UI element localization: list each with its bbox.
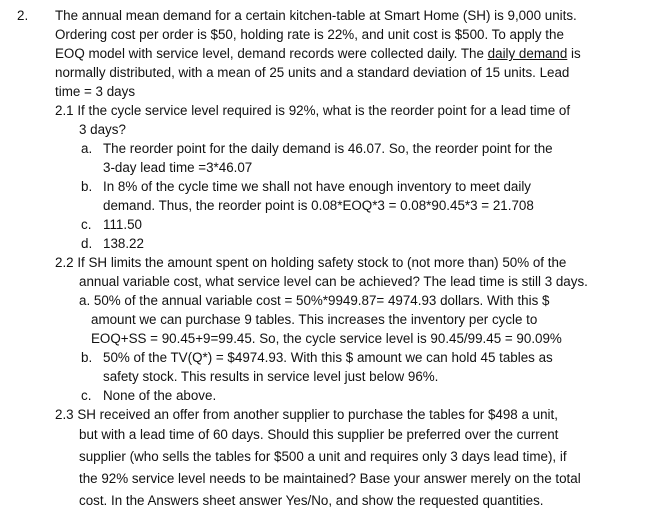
problem-text: time = 3 days (55, 84, 136, 99)
option-marker: b. (81, 350, 93, 365)
question-2-3-line-3 (0, 446, 663, 468)
option-text: demand. Thus, the reorder point is 0.08*EOQ*3 = 0.08*90.45*3 = 21.708 (103, 198, 534, 213)
option-2-1-d (0, 234, 663, 253)
problem-intro-line-4 (0, 63, 663, 82)
option-marker: b. (81, 179, 93, 194)
problem-intro-line-3 (0, 44, 663, 63)
problem-number: 2. (17, 8, 29, 23)
option-2-2-c (0, 386, 663, 405)
option-text: EOQ+SS = 90.45+9=99.45. So, the cycle service level is 90.45/99.45 = 90.09% (91, 331, 562, 346)
question-text: but with a lead time of 60 days. Should this supplier be preferred over the current (79, 427, 559, 442)
document (0, 6, 663, 512)
problem-text-part: EOQ model with service level, demand records were collected daily. The (55, 46, 488, 61)
option-text: 3-day lead time =3*46.07 (103, 160, 253, 175)
option-text: None of the above. (103, 388, 217, 403)
option-marker: c. (81, 217, 92, 232)
underlined-daily-demand: daily demand (487, 46, 568, 61)
option-text: 50% of the TV(Q*) = $4974.93. With this $ amount we can hold 45 tables as (103, 350, 553, 365)
option-2-2-b-line-1 (0, 348, 663, 367)
option-text: 111.50 (103, 217, 142, 232)
option-2-2-a-line-2 (0, 310, 663, 329)
problem-text: normally distributed, with a mean of 25 units and a standard deviation of 15 units. Lead (55, 65, 570, 80)
problem-text-part: is (567, 46, 581, 61)
problem-intro-line-5 (0, 82, 663, 101)
problem-text: Ordering cost per order is $50, holding rate is 22%, and unit cost is $500. To apply the (55, 27, 564, 42)
question-text: 3 days? (79, 122, 126, 137)
option-2-2-b-line-2 (0, 367, 663, 386)
question-text: 2.2 If SH limits the amount spent on holding safety stock to (not more than) 50% of the (55, 255, 567, 270)
option-2-1-b-line-1 (0, 177, 663, 196)
option-marker: a. (81, 141, 93, 156)
question-text: supplier (who sells the tables for $500 a unit and requires only 3 days lead time), if (79, 449, 567, 464)
question-2-2-line-1 (0, 253, 663, 272)
question-2-3-line-1 (0, 405, 663, 424)
option-2-2-a-line-1 (0, 291, 663, 310)
question-2-1-line-2 (0, 120, 663, 139)
problem-intro-line-1 (0, 6, 663, 25)
option-text: 138.22 (103, 236, 144, 251)
option-text: a. 50% of the annual variable cost = 50%*9949.87= 4974.93 dollars. With this $ (79, 293, 550, 308)
question-text: cost. In the Answers sheet answer Yes/No, and show the requested quantities. (79, 493, 544, 508)
option-text: In 8% of the cycle time we shall not have enough inventory to meet daily (103, 179, 531, 194)
problem-text: The annual mean demand for a certain kitchen-table at Smart Home (SH) is 9,000 units. (55, 8, 577, 23)
question-2-3-line-4 (0, 468, 663, 490)
question-text: the 92% service level needs to be maintained? Base your answer merely on the total (79, 471, 581, 486)
option-2-2-a-line-3 (0, 329, 663, 348)
option-2-1-c (0, 215, 663, 234)
option-text: amount we can purchase 9 tables. This increases the inventory per cycle to (91, 312, 538, 327)
option-2-1-b-line-2 (0, 196, 663, 215)
question-text: annual variable cost, what service level can be achieved? The lead time is still 3 days. (79, 274, 588, 289)
option-2-1-a-line-2 (0, 158, 663, 177)
problem-text (55, 44, 581, 63)
question-2-3-line-5 (0, 490, 663, 512)
question-text: 2.1 If the cycle service level required is 92%, what is the reorder point for a lead time of (55, 103, 571, 118)
option-marker: c. (81, 388, 92, 403)
option-marker: d. (81, 236, 93, 251)
question-2-3-line-2 (0, 424, 663, 446)
option-text: The reorder point for the daily demand is 46.07. So, the reorder point for the (103, 141, 553, 156)
question-2-2-line-2 (0, 272, 663, 291)
problem-intro-line-2 (0, 25, 663, 44)
option-2-1-a-line-1 (0, 139, 663, 158)
question-2-1-line-1 (0, 101, 663, 120)
question-text: 2.3 SH received an offer from another supplier to purchase the tables for $498 a unit, (55, 407, 558, 422)
option-text: safety stock. This results in service level just below 96%. (103, 369, 439, 384)
